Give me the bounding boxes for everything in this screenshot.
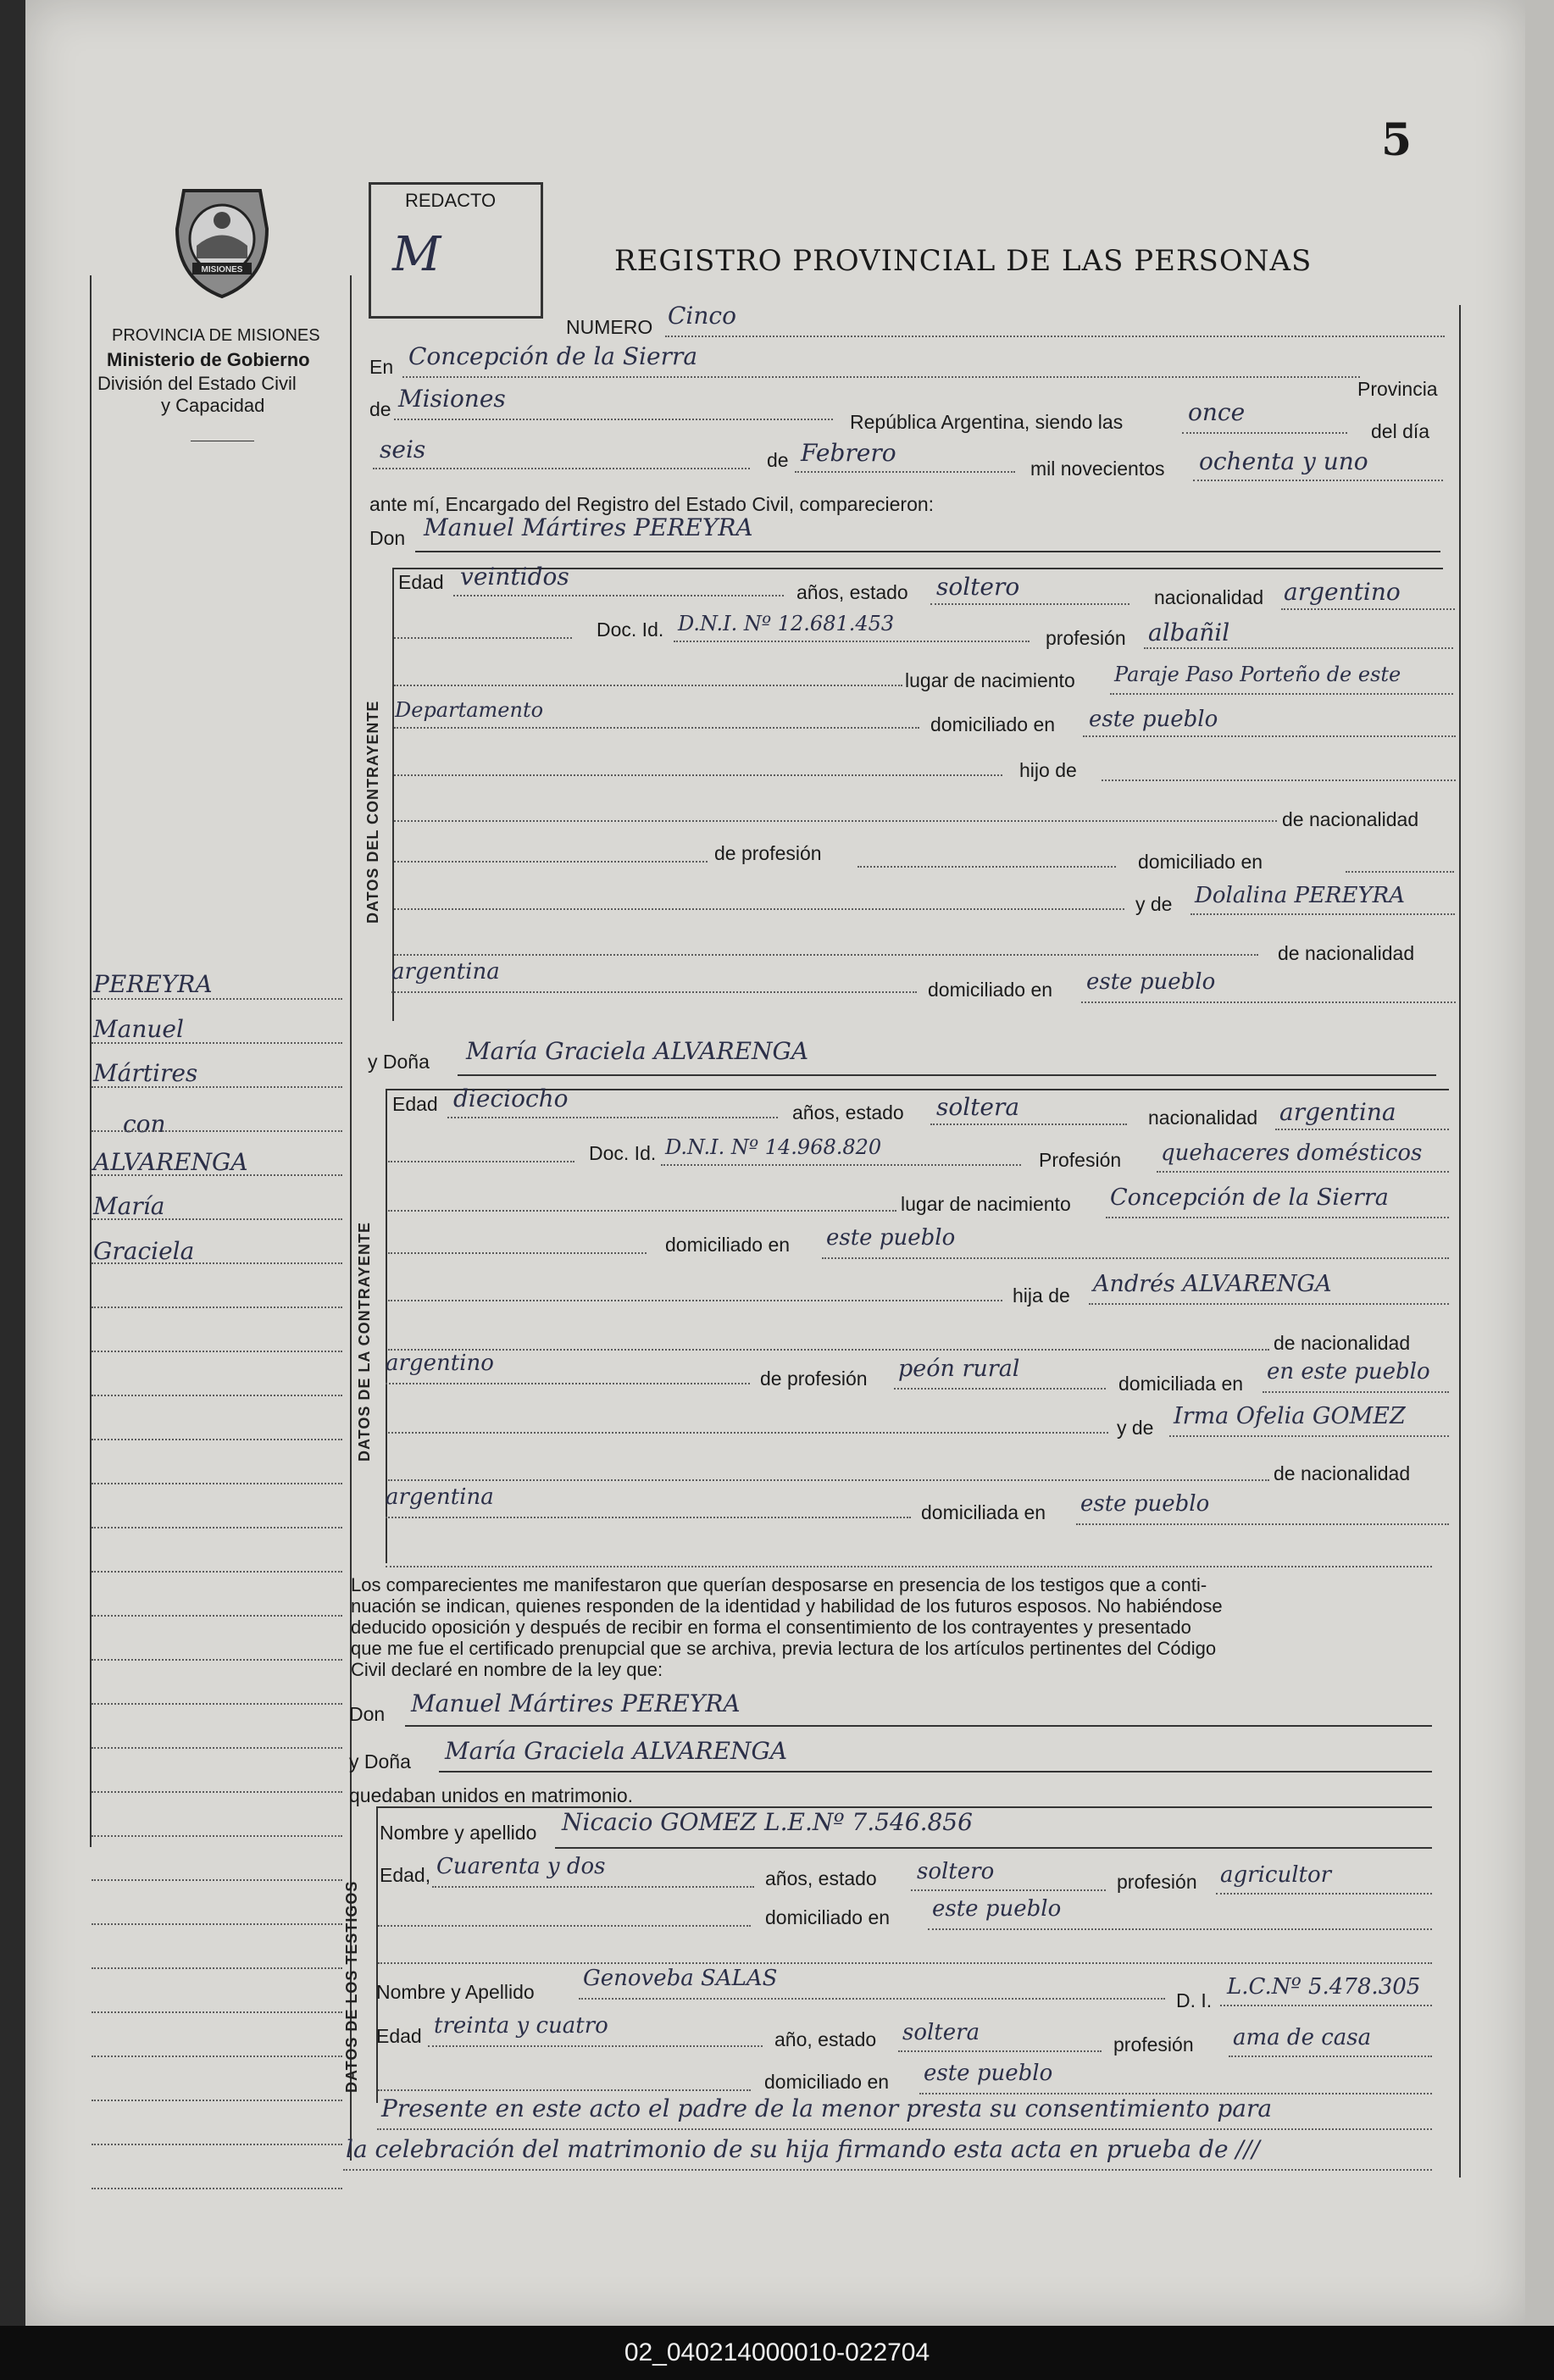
t1-prof-value: agricultor (1220, 1862, 1332, 1888)
closing-rule-2 (343, 2169, 1432, 2171)
f-nac-value: argentina (1279, 1098, 1396, 1126)
f-lugar-label: lugar de nacimiento (901, 1193, 1071, 1215)
f-dom-value: este pueblo (826, 1225, 956, 1251)
f-padre-dom-value: en este pueblo (1267, 1359, 1430, 1384)
de-line (394, 419, 833, 420)
t1-prof-label: profesión (1117, 1871, 1197, 1893)
f-padre-nac-value: argentino (386, 1351, 494, 1376)
t2-edad-value: treinta y cuatro (434, 2013, 608, 2039)
margin-ruled-line (92, 2011, 342, 2013)
t1-edad-value: Cuarenta y dos (436, 1854, 606, 1879)
en-label: En (369, 356, 394, 378)
margin-ruled-line (92, 1174, 342, 1176)
redacto-box (369, 182, 543, 319)
c-padre-nac-line (394, 820, 1277, 822)
f-edad-label: Edad (392, 1093, 438, 1115)
page-number: 5 (1381, 114, 1412, 166)
don-line (415, 551, 1440, 552)
mil-label: mil novecientos (1030, 458, 1165, 480)
f-hija-label: hija de (1013, 1284, 1070, 1307)
margin-ruled-line (92, 1218, 342, 1220)
margin-name-1: PEREYRA (93, 970, 213, 998)
t1-dom-label: domiciliado en (765, 1906, 891, 1928)
del-dia-label: del día (1371, 420, 1430, 442)
right-border-rule (1459, 305, 1461, 2178)
f-padre-nac-line (386, 1383, 750, 1384)
dona-label: y Doña (368, 1051, 430, 1073)
margin-ruled-line (92, 1262, 342, 1264)
c-dom2-label: domiciliado en (1138, 851, 1263, 873)
f-padre-nac-lead-line (388, 1349, 1269, 1351)
c-de-prof-label: de profesión (714, 842, 822, 864)
f-profesion-label: Profesión (1039, 1149, 1122, 1171)
margin-ruled-line (92, 2144, 342, 2145)
footer-caption: 02_040214000010-022704 (0, 2326, 1554, 2380)
contrayenta-section-label: DATOS DE LA CONTRAYENTE (356, 1221, 373, 1462)
contrayente-bracket (392, 568, 394, 1021)
c-dom-label: domiciliado en (930, 713, 1056, 735)
c-hijo-line (1102, 779, 1456, 781)
t1-anios-label: años, estado (765, 1867, 877, 1889)
f-madre-lead-line (388, 1432, 1108, 1434)
c-lugar-value-2: Departamento (395, 698, 544, 722)
hora-value: once (1188, 398, 1246, 426)
margin-divider-rule (350, 275, 352, 2161)
f-doc-lead-line (388, 1161, 574, 1162)
margin-ruled-line (92, 1307, 342, 1308)
margin-ruled-line (92, 1527, 342, 1528)
f-nac-line (1275, 1129, 1449, 1130)
f-y-de-label: y de (1117, 1417, 1154, 1439)
anio-line (1193, 480, 1443, 481)
f-edad-value: dieciocho (453, 1085, 569, 1112)
c-profesion-line (1144, 647, 1453, 649)
c-de-nac2-label: de nacionalidad (1278, 942, 1415, 964)
margin-ruled-line (92, 1703, 342, 1705)
ante-label: ante mí, Encargado del Registro del Estado Civil, comparecieron: (369, 493, 935, 515)
don-label: Don (369, 527, 406, 549)
declaration-line-5: Civil declaré en nombre de la ley que: (351, 1659, 663, 1680)
f-madre-nac-line (386, 1517, 911, 1518)
document-title: REGISTRO PROVINCIAL DE LAS PERSONAS (614, 244, 1313, 278)
t2-edad-line (428, 2045, 763, 2047)
margin-name-5: ALVARENGA (93, 1148, 248, 1176)
closing-line-1: Presente en este acto el padre de la menor presta su consentimiento para (381, 2094, 1273, 2122)
anio-value: ochenta y uno (1199, 447, 1368, 475)
c-padre-dom-line (1346, 871, 1454, 873)
seal-text: MISIONES (201, 265, 243, 275)
c-madre-dom-line (1081, 1001, 1456, 1003)
dia-value: seis (380, 436, 426, 463)
decl-don-line (405, 1725, 1432, 1727)
decl-don-value: Manuel Mártires PEREYRA (411, 1689, 741, 1717)
org-line-division: División del Estado Civil (97, 373, 297, 394)
margin-name-4: con (123, 1110, 166, 1138)
margin-name-3: Mártires (93, 1059, 198, 1087)
f-de-nac2-label: de nacionalidad (1274, 1462, 1411, 1484)
f-edad-line (447, 1117, 778, 1118)
c-edad-value: veintidos (460, 563, 569, 591)
decl-don-label: Don (349, 1703, 386, 1725)
c-madre-nac-lead-line (394, 954, 1258, 956)
provincia-label: Provincia (1357, 378, 1438, 400)
decl-dona-value: María Graciela ALVARENGA (445, 1737, 788, 1765)
f-padre-dom-line (1263, 1391, 1449, 1393)
f-padre-line (1089, 1303, 1449, 1305)
t1-dom-value: este pueblo (932, 1896, 1062, 1922)
margin-ruled-line (92, 2100, 342, 2101)
declaration-line-3: deducido oposición y después de recibir en forma el consentimiento de los contrayentes y presentado (351, 1617, 1191, 1638)
margin-ruled-line (92, 1879, 342, 1881)
margin-ruled-line (92, 1571, 342, 1573)
numero-label: NUMERO (566, 316, 653, 338)
t2-estado-value: soltera (902, 2020, 980, 2045)
testigos-section-label: DATOS DE LOS TESTIGOS (343, 1880, 360, 2093)
t2-edad-label: Edad (376, 2025, 422, 2047)
t1-nombre-value: Nicacio GOMEZ L.E.Nº 7.546.856 (562, 1808, 973, 1836)
f-de-prof-label: de profesión (760, 1368, 868, 1390)
margin-name-6: María (93, 1192, 165, 1220)
t2-prof-line (1229, 2055, 1432, 2057)
f-dom-label: domiciliado en (665, 1234, 791, 1256)
margin-ruled-line (92, 1086, 342, 1088)
declaration-line-1: Los comparecientes me manifestaron que querían desposarse en presencia de los testigos que a conti- (351, 1574, 1207, 1595)
org-line-province: PROVINCIA DE MISIONES (112, 326, 320, 345)
t2-dom-value: este pueblo (924, 2061, 1053, 2086)
c-lugar-lead-line (394, 685, 902, 686)
numero-line (665, 336, 1445, 337)
c-madre-dom-value: este pueblo (1086, 969, 1216, 995)
margin-ruled-line (92, 1747, 342, 1749)
t1-prof-line (1216, 1893, 1432, 1895)
f-profesion-value: quehaceres domésticos (1161, 1140, 1423, 1166)
c-nac-value: argentino (1284, 578, 1401, 606)
f-doc-label: Doc. Id. (589, 1142, 657, 1164)
margin-ruled-line (92, 1615, 342, 1617)
unidos-label: quedaban unidos en matrimonio. (349, 1784, 634, 1806)
f-madre-nac-lead-line (388, 1479, 1269, 1481)
margin-ruled-line (92, 2188, 342, 2189)
c-estado-value: soltero (936, 573, 1020, 601)
numero-value: Cinco (668, 302, 736, 330)
c-padre-prof-line (857, 866, 1116, 868)
t2-dom-label: domiciliado en (764, 2071, 890, 2093)
hora-line (1182, 432, 1347, 434)
mes-line (795, 471, 1015, 473)
republica-label: República Argentina, siendo las (850, 411, 1124, 433)
f-anios-label: años, estado (792, 1101, 904, 1123)
de2-label: de (767, 449, 789, 471)
c-anios-label: años, estado (796, 581, 908, 603)
f-padre-prof-line (894, 1388, 1106, 1390)
org-line-capacity: y Capacidad (161, 395, 265, 416)
org-line-ministry: Ministerio de Gobierno (107, 349, 310, 370)
margin-ruled-line (92, 1439, 342, 1440)
dia-line (373, 468, 750, 469)
margin-ruled-line (92, 1791, 342, 1793)
f-lugar-lead-line (388, 1210, 896, 1212)
f-madre-dom-value: este pueblo (1080, 1491, 1210, 1517)
f-lugar-line (1106, 1217, 1449, 1218)
f-domiciliada-label: domiciliada en (1118, 1373, 1244, 1395)
t1-closing-line (378, 1962, 1432, 1964)
c-nac-label: nacionalidad (1154, 586, 1264, 608)
decl-dona-label: y Doña (349, 1750, 411, 1773)
don-value: Manuel Mártires PEREYRA (424, 513, 753, 541)
c-edad-label: Edad (398, 571, 444, 593)
f-madre-line (1169, 1435, 1449, 1437)
margin-ruled-line (92, 1659, 342, 1661)
c-madre-nac-value: argentina (391, 959, 500, 985)
province-seal-icon (167, 178, 277, 301)
declaration-line-2: nuación se indican, quienes responden de la identidad y habilidad de los futuros esposos. No habiéndose (351, 1595, 1223, 1617)
f-padre-prof-value: peón rural (898, 1356, 1020, 1382)
t1-dom-lead-line (378, 1925, 751, 1927)
c-hijo-label: hijo de (1019, 759, 1077, 781)
de-label: de (369, 398, 391, 420)
t2-anio-label: año, estado (774, 2028, 877, 2050)
t2-dom-lead-line (378, 2089, 751, 2091)
mes-value: Febrero (801, 439, 896, 467)
f-de-nac-label: de nacionalidad (1274, 1332, 1411, 1354)
testigos-bracket (376, 1806, 378, 2103)
t2-di-value: L.C.Nº 5.478.305 (1227, 1974, 1421, 2000)
left-margin-rule (90, 275, 92, 1847)
margin-name-7: Graciela (93, 1237, 195, 1265)
dona-value: María Graciela ALVARENGA (466, 1037, 809, 1065)
c-dom3-label: domiciliado en (928, 979, 1053, 1001)
closing-rule-1 (377, 2128, 1432, 2130)
t1-estado-line (911, 1889, 1106, 1891)
t2-prof-label: profesión (1113, 2033, 1194, 2055)
margin-ruled-line (92, 1042, 342, 1044)
margin-name-2: Manuel (93, 1015, 184, 1043)
c-nac-line (1281, 608, 1455, 610)
c-dom-value: este pueblo (1089, 707, 1218, 732)
dona-line (458, 1074, 1436, 1076)
t2-nombre-line (579, 1998, 1165, 2000)
c-madre-line (1190, 913, 1455, 915)
f-profesion-line (1157, 1171, 1449, 1173)
c-lugar-value-1: Paraje Paso Porteño de este (1114, 663, 1401, 686)
page-edge (1525, 0, 1554, 2326)
f-doc-value: D.N.I. Nº 14.968.820 (665, 1135, 882, 1159)
f-madre-value: Irma Ofelia GOMEZ (1174, 1403, 1406, 1429)
margin-ruled-line (92, 1130, 342, 1132)
t1-dom-line (928, 1928, 1432, 1930)
t1-edad-label: Edad, (380, 1864, 431, 1886)
f-nac-label: nacionalidad (1148, 1107, 1258, 1129)
c-dom-line (1083, 735, 1456, 737)
c-y-de-label: y de (1135, 893, 1173, 915)
en-value: Concepción de la Sierra (408, 342, 698, 370)
margin-ruled-line (92, 998, 342, 1000)
t2-prof-value: ama de casa (1233, 2025, 1372, 2050)
f-closing-line (386, 1566, 1432, 1567)
c-edad-line (453, 595, 784, 596)
margin-ruled-line (92, 1923, 342, 1925)
c-padre-prof-lead-line (394, 861, 708, 863)
t2-di-label: D. I. (1176, 1989, 1213, 2011)
de-value: Misiones (398, 385, 506, 413)
redacto-label: REDACTO (405, 190, 497, 211)
c-lugar-line-1 (1110, 693, 1453, 695)
c-madre-lead-line (394, 908, 1124, 910)
f-estado-value: soltera (936, 1093, 1020, 1121)
f-madre-dom-line (1076, 1523, 1449, 1525)
margin-ruled-line (92, 1967, 342, 1969)
margin-ruled-line (92, 1395, 342, 1396)
c-doc-label: Doc. Id. (597, 619, 664, 641)
c-lugar-line-2 (394, 727, 919, 729)
f-hija-lead-line (388, 1300, 1002, 1301)
f-padre-value: Andrés ALVARENGA (1093, 1271, 1332, 1297)
t1-nombre-label: Nombre y apellido (380, 1822, 537, 1844)
c-profesion-value: albañil (1148, 619, 1230, 646)
margin-ruled-line (92, 2055, 342, 2057)
c-doc-lead-line (394, 637, 572, 639)
margin-ruled-line (92, 1351, 342, 1352)
f-dom-lead-line (388, 1252, 647, 1254)
f-madre-nac-value: argentina (386, 1484, 494, 1510)
t2-nombre-value: Genoveba SALAS (583, 1966, 778, 1991)
f-dom-line (822, 1257, 1449, 1259)
t1-nombre-line (555, 1847, 1432, 1849)
f-domiciliada2-label: domiciliada en (921, 1501, 1046, 1523)
f-lugar-value: Concepción de la Sierra (1110, 1184, 1389, 1211)
contrayente-section-label: DATOS DEL CONTRAYENTE (364, 700, 381, 924)
c-doc-line (674, 641, 1030, 642)
closing-line-2: la celebración del matrimonio de su hija firmando esta acta en prueba de /// (346, 2135, 1260, 2163)
c-lugar-label: lugar de nacimiento (905, 669, 1075, 691)
f-estado-line (930, 1123, 1127, 1125)
t2-di-line (1220, 2005, 1432, 2006)
margin-ruled-line (92, 1483, 342, 1484)
declaration-text (351, 1574, 1223, 1680)
t2-estado-line (898, 2050, 1102, 2052)
c-madre-value: Dolalina PEREYRA (1195, 883, 1406, 908)
c-de-nac-label: de nacionalidad (1282, 808, 1419, 830)
en-line (402, 376, 1360, 378)
t2-nombre-label: Nombre y Apellido (376, 1981, 535, 2003)
margin-ruled-line (92, 1835, 342, 1837)
c-doc-value: D.N.I. Nº 12.681.453 (678, 612, 895, 635)
c-madre-nac-line (391, 991, 917, 993)
c-profesion-label: profesión (1046, 627, 1126, 649)
f-doc-line (661, 1164, 1021, 1166)
book-spine (0, 0, 25, 2326)
c-estado-line (930, 603, 1129, 605)
t1-estado-value: soltero (917, 1859, 995, 1884)
t1-edad-line (432, 1886, 754, 1888)
decl-dona-line (439, 1771, 1432, 1773)
declaration-line-4: que me fue el certificado prenupcial que se archiva, previa lectura de los artículos pertinentes del Código (351, 1638, 1217, 1659)
redacto-initials: M (392, 227, 441, 282)
c-hijo-lead-line (394, 774, 1002, 776)
